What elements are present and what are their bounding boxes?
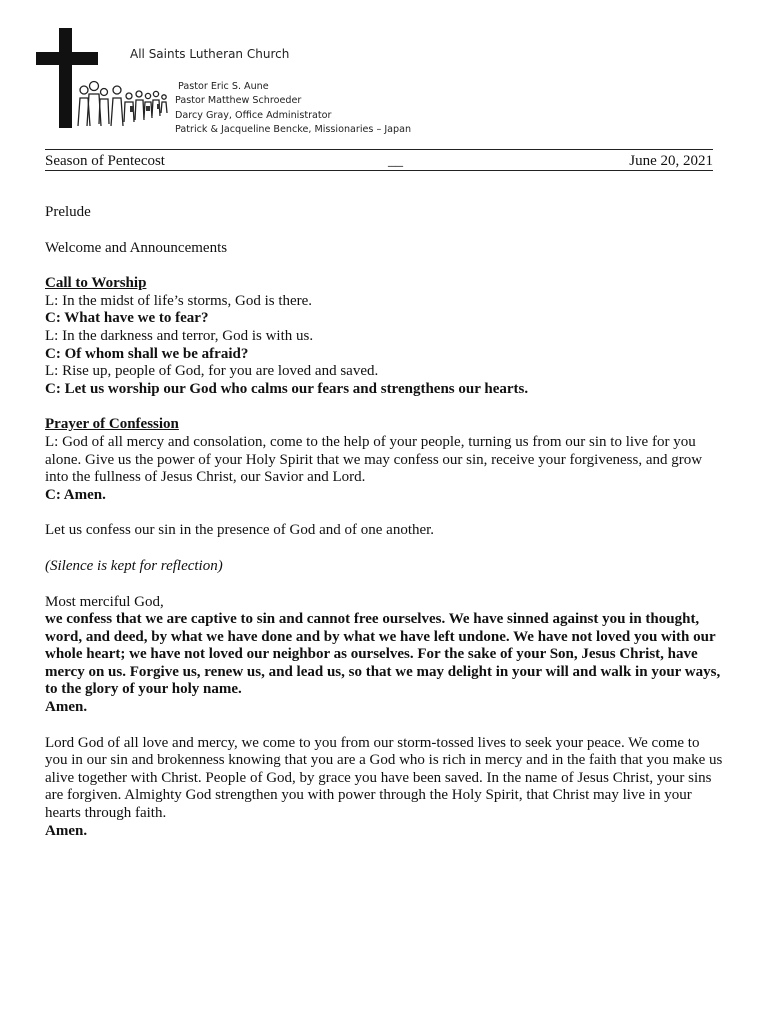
prayer-of-confession-heading: Prayer of Confession: [45, 416, 179, 433]
confession-text: we confess that we are captive to sin and cannot free ourselves. We have sinned against you in thought, word, and deed, by what we have done and by what we have left undone. We have not loved you with our whole heart; we have not loved our neighbor as ourselves. For the sake of your Son, Jesus Christ, have mercy on us. Forgive us, renew us, and lead us, so that we may delight in your will and walk in your ways, to the glory of your holy name.: [45, 611, 721, 698]
cross-vertical-beam: [59, 28, 72, 128]
season-label: Season of Pentecost: [45, 153, 165, 169]
staff-pastor-1: Pastor Eric S. Aune: [178, 81, 269, 92]
congregation-figures: [78, 82, 167, 127]
confession-address: Most merciful God,: [45, 593, 164, 610]
congregation-line: C: What have we to fear?: [45, 310, 209, 327]
cross-congregation-logo: [34, 28, 184, 132]
service-date: June 20, 2021: [629, 153, 713, 169]
header-divider-top: [45, 149, 713, 150]
season-mid-mark: __: [388, 153, 403, 169]
order-of-worship: [45, 204, 725, 840]
congregation-line: C: Let us worship our God who calms our fears and strengthens our hearts.: [45, 380, 529, 397]
staff-list: [175, 80, 411, 138]
welcome-heading: Welcome and Announcements: [45, 239, 228, 256]
confession-amen: Amen.: [45, 699, 88, 716]
leader-line: L: In the darkness and terror, God is with us.: [45, 327, 314, 344]
header-divider-bottom: [45, 170, 713, 171]
confession-prayer: L: God of all mercy and consolation, come to the help of your people, turning us from our sin to live for you alone. Give us the power of your Holy Spirit that we may confess our sin, receive your forgiveness, and grow into the fullness of Jesus Christ, our Savior and Lord.: [45, 433, 703, 486]
cross-horizontal-beam: [36, 52, 98, 65]
staff-missionaries: Patrick & Jacqueline Bencke, Missionaries – Japan: [175, 124, 412, 136]
congregation-amen: C: Amen.: [45, 486, 106, 503]
staff-administrator: Darcy Gray, Office Administrator: [175, 109, 332, 121]
absolution-text: Lord God of all love and mercy, we come to you from our storm-tossed lives to seek your peace. We come to you in our sin and brokenness knowing that you are a God who is rich in mercy and in the faith that you make us alive together with Christ. People of God, by grace you have been saved. In the name of Jesus Christ, your sins are forgiven. Almighty God strengthen you with power through the Holy Spirit, that Christ may live in your hearts through faith.: [45, 734, 723, 822]
silence-rubric: (Silence is kept for reflection): [45, 557, 223, 574]
leader-line: L: Rise up, people of God, for you are loved and saved.: [45, 363, 379, 380]
call-to-worship-heading: Call to Worship: [45, 275, 147, 292]
staff-pastor-2: Pastor Matthew Schroeder: [175, 95, 302, 107]
prelude-heading: Prelude: [45, 204, 91, 220]
leader-line: L: In the midst of life’s storms, God is there.: [45, 292, 313, 309]
church-name: All Saints Lutheran Church: [130, 47, 290, 61]
absolution-amen: Amen.: [45, 822, 88, 839]
congregation-line: C: Of whom shall we be afraid?: [45, 345, 249, 362]
confession-invitation: Let us confess our sin in the presence of God and of one another.: [45, 522, 435, 539]
